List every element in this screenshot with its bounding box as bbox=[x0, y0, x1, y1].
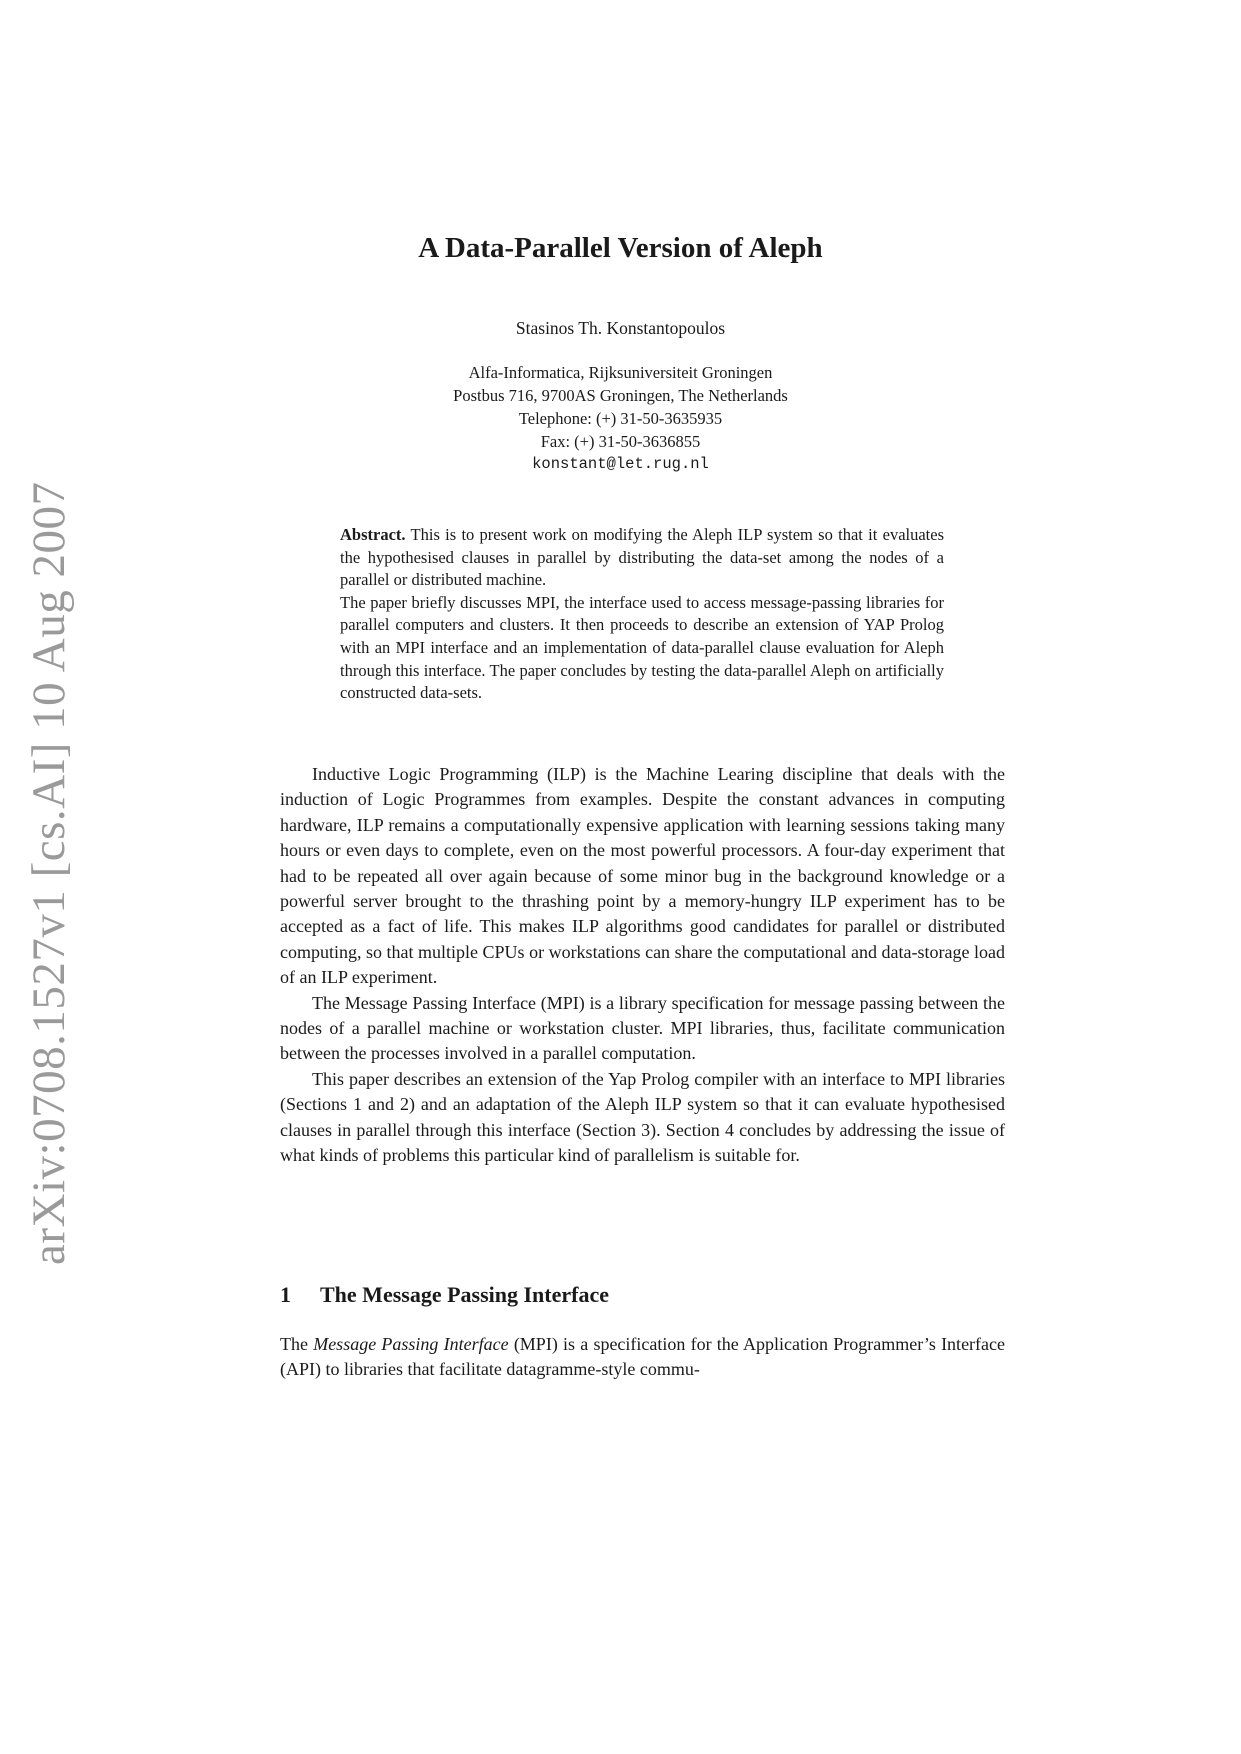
affiliation-line-1: Alfa-Informatica, Rijksuniversiteit Groningen bbox=[468, 363, 773, 382]
abstract-label: Abstract. bbox=[340, 525, 406, 544]
abstract-text-1: This is to present work on modifying the Aleph ILP system so that it evaluates the hypothesised clauses in parallel by distributing the data-set among the nodes of a parallel or distributed machine. bbox=[340, 525, 944, 590]
intro-paragraph-1: Inductive Logic Programming (ILP) is the Machine Learing discipline that deals with the induction of Logic Programmes from examples. Despite the constant advances in computing hardware, ILP remains a computationally expensive application with learning sessions taking many hours or even days to complete, even on the most powerful processors. A four-day experiment that had to be repeated all over again because of some minor bug in the background knowledge or a powerful server brought to the thrashing point by a memory-hungry ILP experiment has to be accepted as a fact of life. This makes ILP algorithms good candidates for parallel or distributed computing, so that multiple CPUs or workstations can share the computational and data-storage load of an ILP experiment. bbox=[280, 764, 1005, 988]
fax-line: Fax: (+) 31-50-3636855 bbox=[540, 432, 701, 451]
section-1-number: 1 bbox=[280, 1282, 291, 1307]
affiliation-block bbox=[0, 361, 1241, 476]
email-address: konstant@let.rug.nl bbox=[532, 455, 709, 473]
section-1-lead: The bbox=[280, 1334, 308, 1354]
abstract bbox=[340, 524, 944, 705]
intro-paragraph-2: The Message Passing Interface (MPI) is a library specification for message passing between the nodes of a parallel machine or workstation cluster. MPI libraries, thus, facilitate communication between the processes involved in a parallel computation. bbox=[280, 992, 1005, 1064]
introduction-body bbox=[280, 762, 1005, 1169]
telephone-line: Telephone: (+) 31-50-3635935 bbox=[518, 409, 723, 428]
section-1-body bbox=[280, 1332, 1005, 1383]
section-1-heading bbox=[280, 1282, 609, 1308]
intro-paragraph-3: This paper describes an extension of the Yap Prolog compiler with an interface to MPI libraries (Sections 1 and 2) and an adaptation of the Aleph ILP system so that it can evaluate hypothesised clauses in parallel through this interface (Section 3). Section 4 concludes by addressing the issue of what kinds of problems this particular kind of parallelism is suitable for. bbox=[280, 1068, 1005, 1166]
author-name: Stasinos Th. Konstantopoulos bbox=[515, 318, 726, 338]
affiliation-line-2: Postbus 716, 9700AS Groningen, The Netherlands bbox=[453, 386, 788, 405]
section-1-rest: (MPI) is a specification for the Application Programmer’s Interface (API) to libraries that facilitate datagramme-style commu- bbox=[280, 1334, 1006, 1380]
section-1-paragraph bbox=[280, 1332, 1005, 1383]
section-1-emphasis: Message Passing Interface bbox=[313, 1334, 509, 1354]
abstract-paragraph-2: The paper briefly discusses MPI, the interface used to access message-passing libraries for parallel computers and clusters. It then proceeds to describe an extension of YAP Prolog with an MPI interface and an implementation of data-parallel clause evaluation for Aleph through this interface. The paper concludes by testing the data-parallel Aleph on artificially constructed data-sets. bbox=[340, 592, 944, 703]
arxiv-stamp: arXiv:0708.1527v1 [cs.AI] 10 Aug 2007 bbox=[23, 481, 75, 1265]
section-1-title: The Message Passing Interface bbox=[320, 1282, 610, 1307]
paper-title: A Data-Parallel Version of Aleph bbox=[418, 232, 823, 264]
abstract-paragraph-1 bbox=[340, 524, 944, 592]
